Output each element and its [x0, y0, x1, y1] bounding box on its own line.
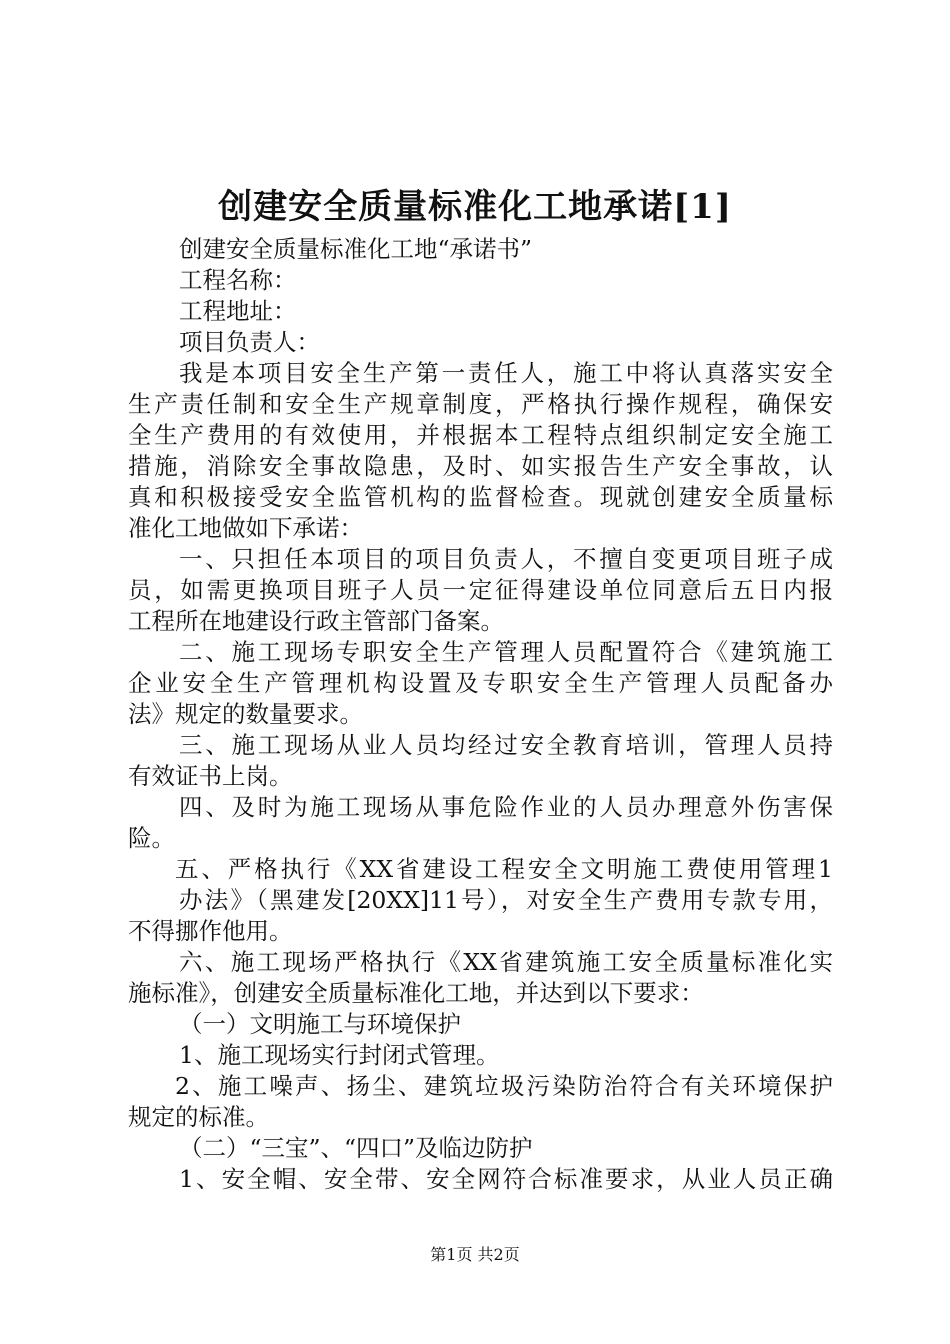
text-line: 施标准》，创建安全质量标准化工地，并达到以下要求：: [128, 979, 704, 1007]
text-line: （一）文明施工与环境保护: [179, 1010, 461, 1038]
text-line: 企业安全生产管理机构设置及专职安全生产管理人员配备办: [128, 669, 833, 697]
text-line: 一、只担任本项目的项目负责人，不擅自变更项目班子成: [179, 545, 833, 573]
text-line: 员，如需更换项目班子人员一定征得建设单位同意后五日内报: [128, 576, 833, 604]
text-line: 我是本项目安全生产第一责任人，施工中将认真落实安全: [179, 359, 833, 387]
text-line: 1、施工现场实行封闭式管理。: [179, 1041, 500, 1069]
page-footer: 第1页 共2页: [430, 1245, 520, 1264]
text-line: 法》规定的数量要求。: [128, 700, 363, 728]
text-line: 办法》（黑建发[20XX]11号），对安全生产费用专款专用，: [179, 886, 833, 914]
text-line: 生产责任制和安全生产规章制度，严格执行操作规程，确保安: [128, 390, 833, 418]
text-line: 准化工地做如下承诺：: [128, 514, 363, 542]
text-line: 三、施工现场从业人员均经过安全教育培训，管理人员持: [179, 731, 833, 759]
text-line: 五、严格执行《XX省建设工程安全文明施工费使用管理1: [175, 855, 833, 883]
text-line: 创建安全质量标准化工地“承诺书”: [179, 235, 533, 263]
text-line: 全生产费用的有效使用，并根据本工程特点组织制定安全施工: [128, 421, 833, 449]
text-line: 险。: [128, 824, 175, 852]
text-line: 不得挪作他用。: [128, 917, 293, 945]
text-line: 1、安全帽、安全带、安全网符合标准要求，从业人员正确: [179, 1165, 833, 1193]
text-line: （二）“三宝”、“四口”及临边防护: [179, 1134, 533, 1162]
text-line: 工程地址：: [179, 297, 297, 325]
text-line: 工程名称：: [179, 266, 297, 294]
text-line: 工程所在地建设行政主管部门备案。: [128, 607, 504, 635]
text-line: 措施，消除安全事故隐患，及时、如实报告生产安全事故，认: [128, 452, 833, 480]
text-line: 二、施工现场专职安全生产管理人员配置符合《建筑施工: [179, 638, 833, 666]
text-line: 真和积极接受安全监管机构的监督检查。现就创建安全质量标: [128, 483, 833, 511]
text-line: 有效证书上岗。: [128, 762, 293, 790]
text-line: 规定的标准。: [128, 1103, 269, 1131]
text-line: 项目负责人：: [179, 328, 320, 356]
document-title: 创建安全质量标准化工地承诺[1]: [218, 187, 732, 227]
text-line: 2、施工噪声、扬尘、建筑垃圾污染防治符合有关环境保护: [175, 1072, 833, 1100]
document-body: [128, 234, 833, 1195]
text-line: 四、及时为施工现场从事危险作业的人员办理意外伤害保: [179, 793, 833, 821]
text-line: 六、施工现场严格执行《XX省建筑施工安全质量标准化实: [179, 948, 833, 976]
